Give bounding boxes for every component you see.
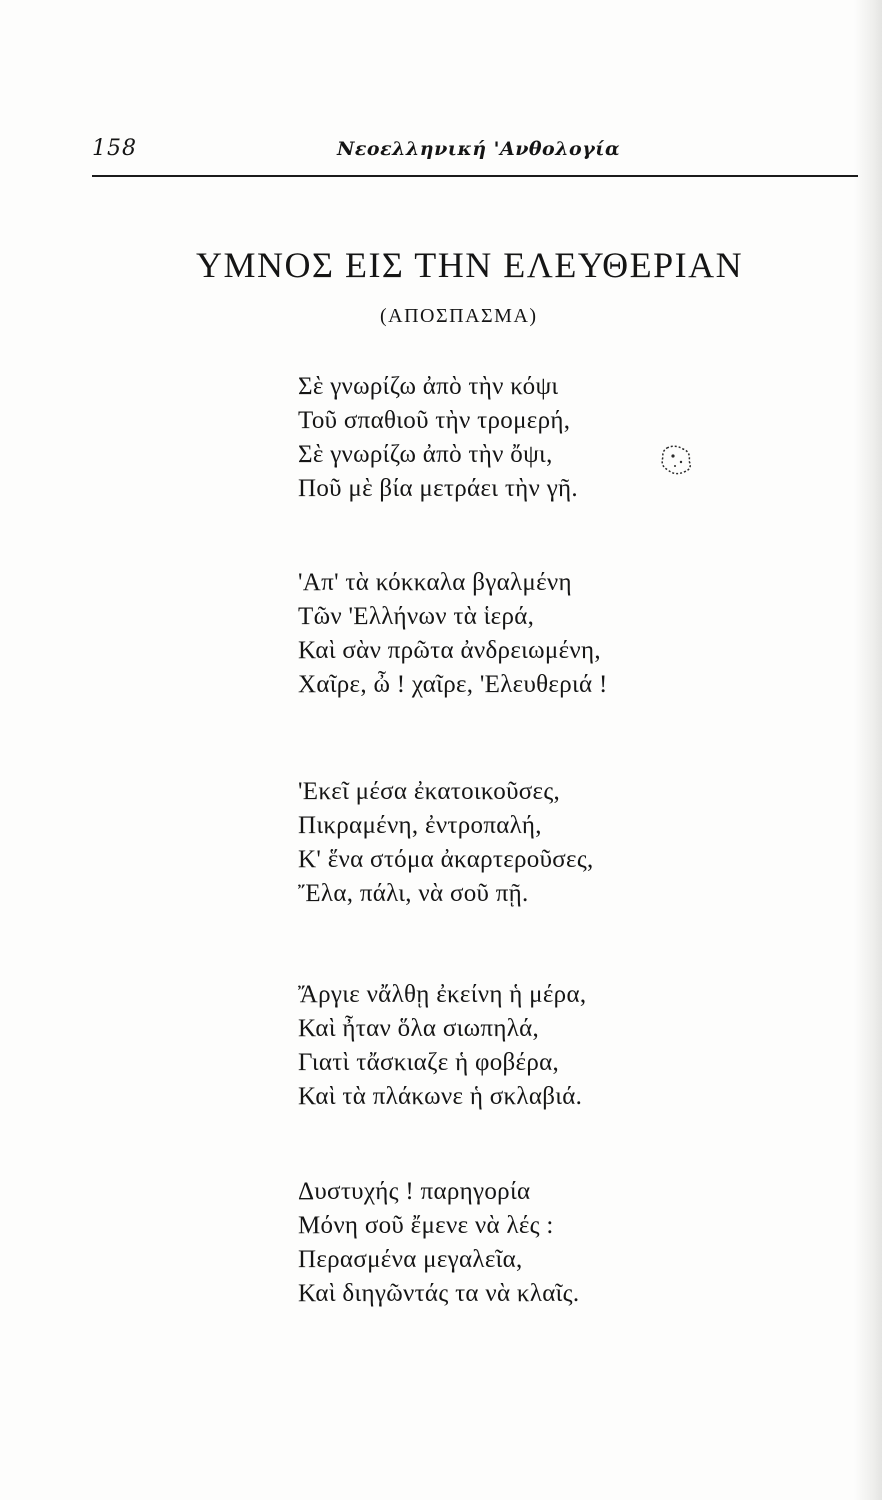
page-number: 158 [92,136,137,161]
poem-line: Ἄργιε νἄλθῃ ἐκείνη ἡ μέρα, [298,981,587,1008]
poem-line: Σὲ γνωρίζω ἀπὸ τὴν κόψι [298,373,559,400]
poem-subtitle: (ΑΠΟΣΠΑΣΜΑ) [380,305,538,327]
poem-line: 'Απ' τὰ κόκκαλα βγαλμένη [298,569,572,596]
poem-line: Τοῦ σπαθιοῦ τὴν τρομερή, [298,407,571,434]
poem-line: Πικραμένη, ἐντροπαλή, [298,812,542,839]
poem-line: Δυστυχής ! παρηγορία [298,1178,531,1205]
poem-line: Χαῖρε, ὦ ! χαῖρε, 'Ελευθεριά ! [298,671,608,698]
poem-line: Ἔλα, πάλι, νὰ σοῦ πῇ. [298,880,529,907]
stanza-2 [298,566,718,702]
poem-line: Περασμένα μεγαλεῖα, [298,1246,523,1273]
poem-line: Γιατὶ τἄσκιαζε ἡ φοβέρα, [298,1049,560,1076]
book-title: Νεοελληνική 'Ανθολογία [337,138,621,160]
stanza-1 [298,370,718,506]
poem-line: Καὶ διηγῶντάς τα νὰ κλαῖς. [298,1280,580,1307]
stanza-5 [298,1175,718,1311]
poem-title: ΥΜΝΟΣ ΕΙΣ ΤΗΝ ΕΛΕΥΘΕΡΙΑΝ [196,245,744,285]
poem-line: Καὶ ἦταν ὅλα σιωπηλά, [298,1015,540,1042]
poem-line: Καὶ σὰν πρῶτα ἀνδρειωμένη, [298,637,601,664]
poem-line: 'Εκεῖ μέσα ἐκατοικοῦσες, [298,778,561,805]
stanza-4 [298,978,718,1114]
poem-line: Καὶ τὰ πλάκωνε ἡ σκλαβιά. [298,1083,583,1110]
running-head [92,128,862,168]
poem-line: Τῶν 'Ελλήνων τὰ ἱερά, [298,603,535,630]
poem-line: Κ' ἕνα στόμα ἀκαρτεροῦσες, [298,846,594,873]
ink-blot-mark [655,442,699,478]
poem-line: Μόνη σοῦ ἔμενε νὰ λές : [298,1212,554,1239]
page-edge-shadow [854,0,882,1500]
stanza-3 [298,775,718,911]
poem-line: Σὲ γνωρίζω ἀπὸ τὴν ὄψι, [298,441,553,468]
poem-line: Ποῦ μὲ βία μετράει τὴν γῆ. [298,475,578,502]
header-rule [92,175,858,177]
